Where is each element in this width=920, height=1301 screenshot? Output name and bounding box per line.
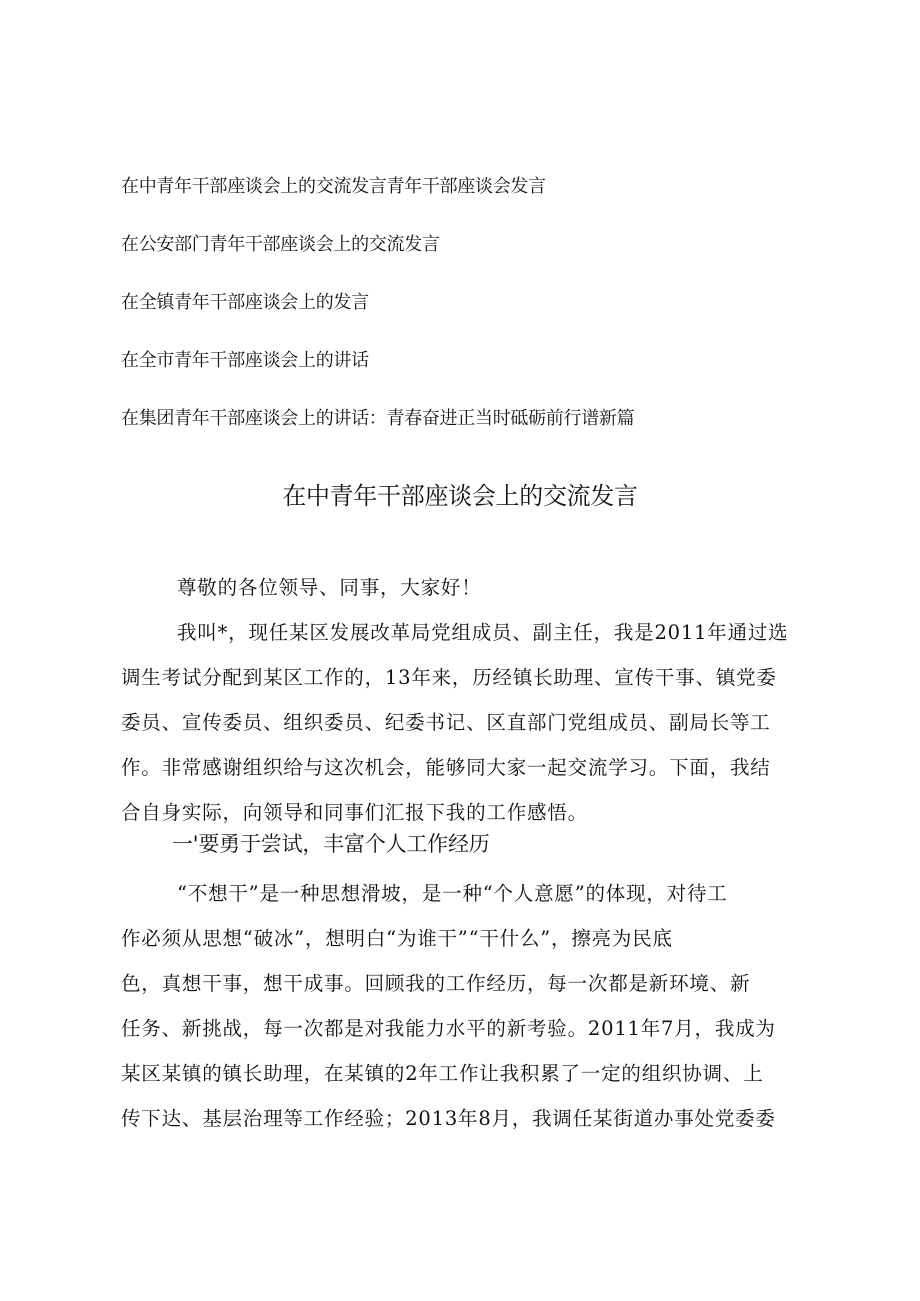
- toc-item: 在全市青年干部座谈会上的讲话: [121, 350, 369, 371]
- paragraph-line: 传下达、基层治理等工作经验；2013年8月，我调任某街道办事处党委委: [121, 1107, 776, 1130]
- paragraph-line: 合自身实际，向领导和同事们汇报下我的工作感悟。: [121, 801, 588, 824]
- section-paragraph: [121, 871, 811, 1141]
- toc-item: 在中青年干部座谈会上的交流发言青年干部座谈会发言: [121, 176, 546, 197]
- greeting-line: 尊敬的各位领导、同事，大家好！: [177, 576, 482, 599]
- toc-item: 在公安部门青年干部座谈会上的交流发言: [121, 234, 440, 255]
- intro-paragraphs: [121, 565, 811, 835]
- toc-item: 在全镇青年干部座谈会上的发言: [121, 292, 369, 313]
- paragraph-line: 色，真想干事，想干成事。回顾我的工作经历，每一次都是新环境、新: [121, 972, 751, 995]
- document-title: 在中青年干部座谈会上的交流发言: [282, 482, 638, 510]
- section-heading: 一'要勇于尝试，丰富个人工作经历: [172, 832, 490, 856]
- paragraph-line: 调生考试分配到某区工作的，13年来，历经镇长助理、宣传干事、镇党委: [121, 666, 777, 689]
- paragraph-line: 我叫*，现任某区发展改革局党组成员、副主任，我是2011年通过选: [177, 621, 789, 644]
- paragraph-line: “不想干”是一种思想滑坡，是一种“个人意愿”的体现，对待工: [177, 882, 728, 905]
- toc-item: 在集团青年干部座谈会上的讲话：青春奋进正当时砥砺前行谱新篇: [121, 408, 635, 429]
- table-of-contents: [121, 172, 821, 462]
- paragraph-line: 任务、新挑战，每一次都是对我能力水平的新考验。2011年7月，我成为: [121, 1017, 776, 1040]
- paragraph-line: 作。非常感谢组织给与这次机会，能够同大家一起交流学习。下面，我结: [121, 756, 771, 779]
- paragraph-line: 作必须从思想“破冰”，想明白“为谁干”“干什么”，擦亮为民底: [121, 927, 673, 950]
- paragraph-line: 某区某镇的镇长助理，在某镇的2年工作让我积累了一定的组织协调、上: [121, 1062, 764, 1085]
- paragraph-line: 委员、宣传委员、组织委员、纪委书记、区直部门党组成员、副局长等工: [121, 711, 771, 734]
